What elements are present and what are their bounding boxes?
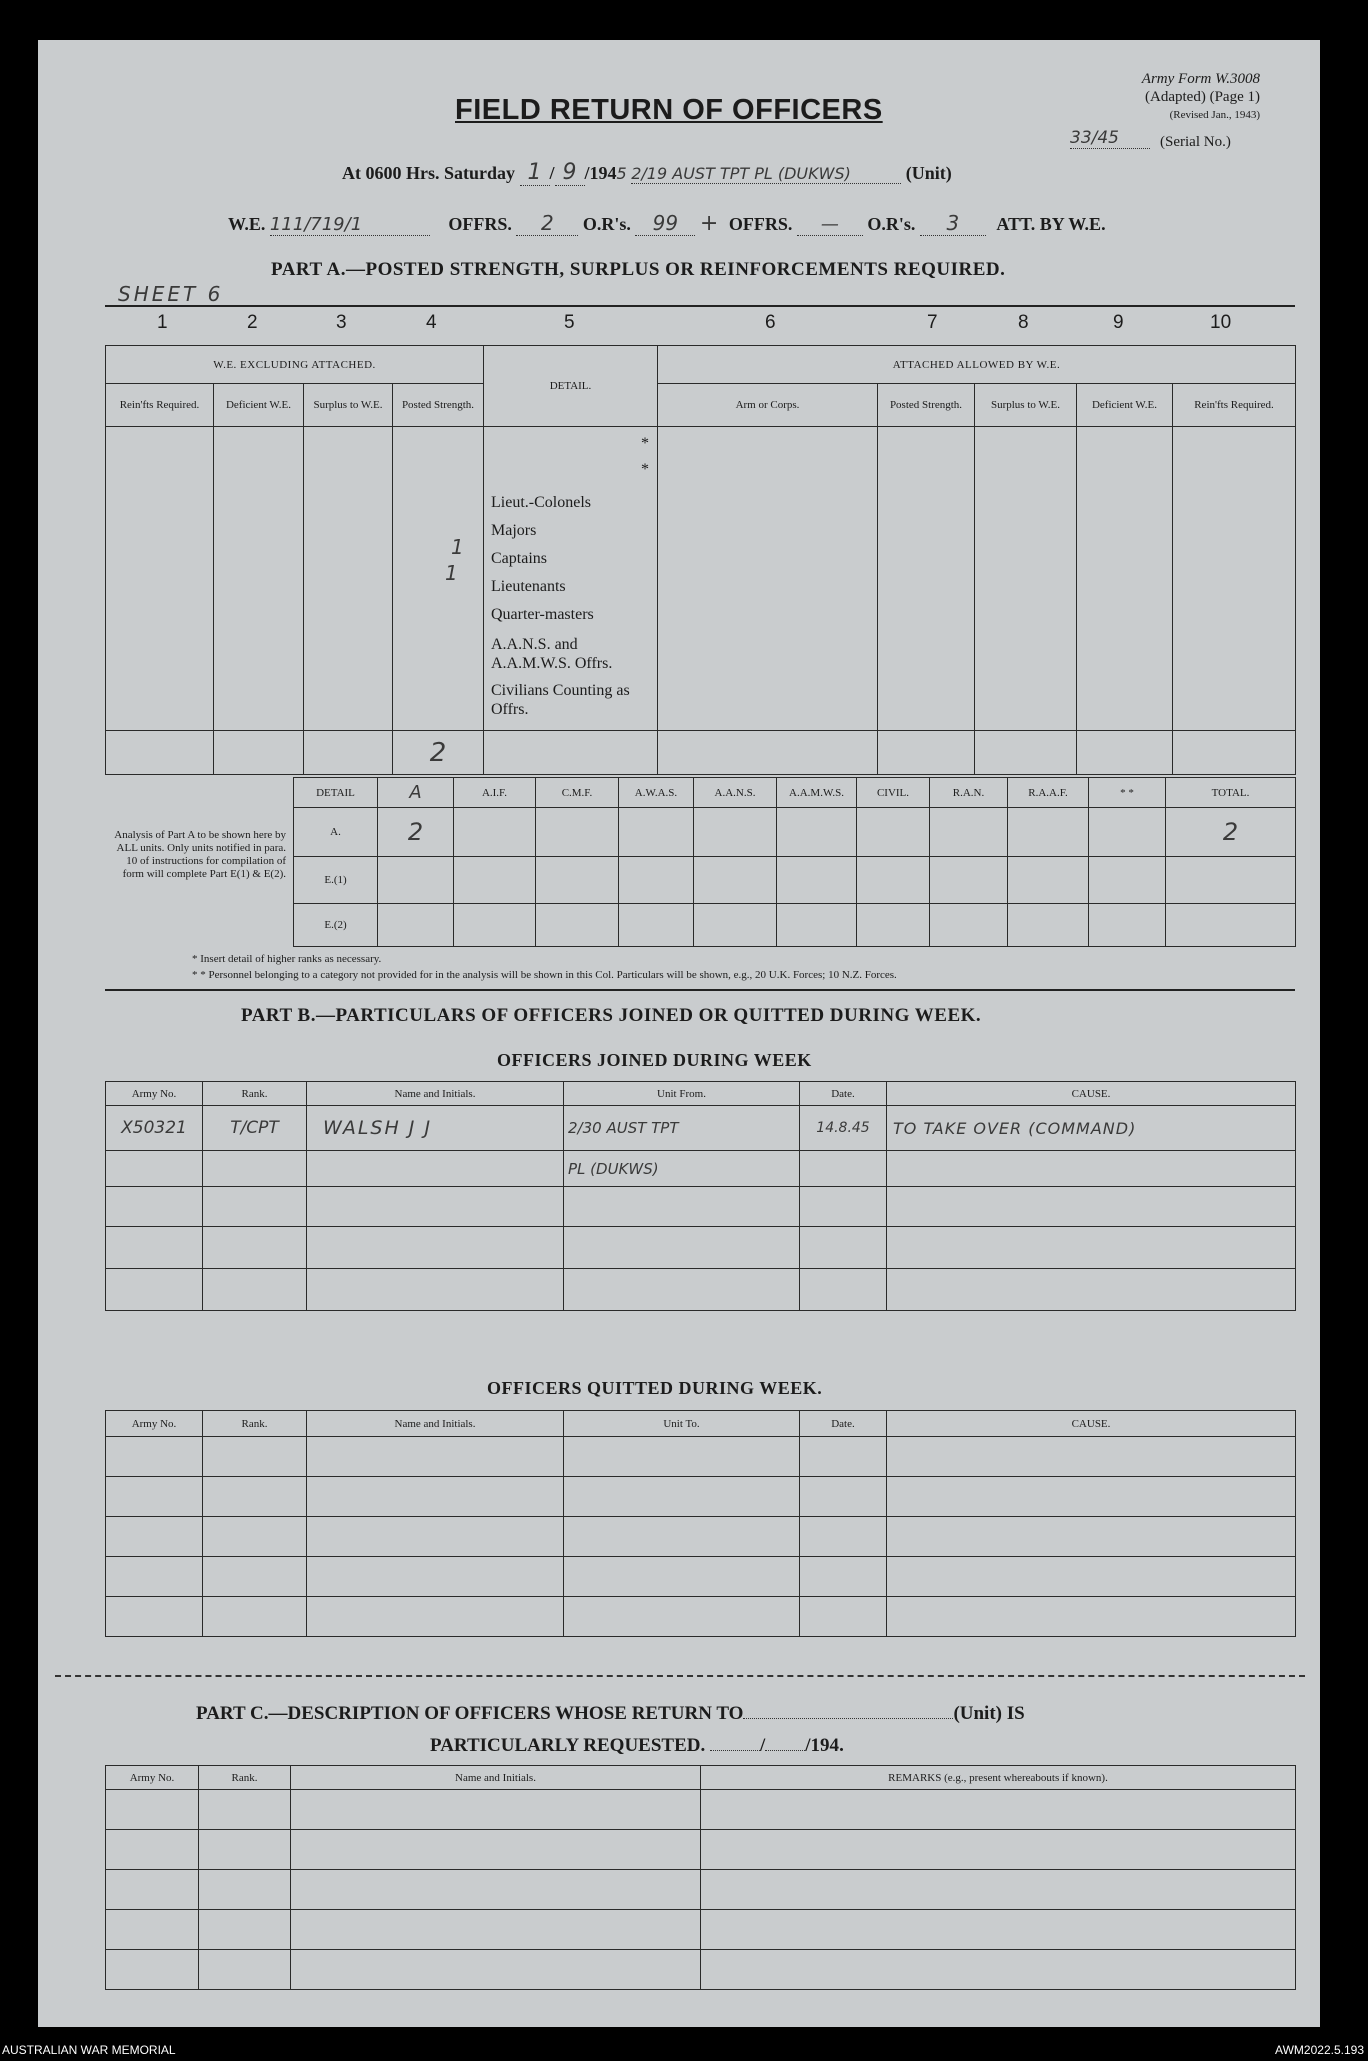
- cell: [701, 1950, 1296, 1990]
- col-num: 3: [336, 312, 347, 333]
- cell: [800, 1517, 887, 1557]
- analysis-header: A.A.N.S.: [694, 778, 777, 808]
- cell: [701, 1790, 1296, 1830]
- cell: [1008, 808, 1089, 857]
- rank-label: Quarter-masters: [491, 606, 594, 623]
- quitted-header: CAUSE.: [887, 1411, 1296, 1437]
- cell: [800, 1227, 887, 1269]
- cell: [800, 1597, 887, 1637]
- joined-title: OFFICERS JOINED DURING WEEK: [497, 1050, 812, 1070]
- serial-label: (Serial No.): [1160, 134, 1231, 150]
- cell: [106, 1477, 203, 1517]
- part-c-header: Name and Initials.: [291, 1766, 701, 1790]
- joined-header: CAUSE.: [887, 1082, 1296, 1106]
- cell: [800, 1151, 887, 1187]
- rank-label: A.A.N.S. and A.A.M.W.S. Offrs.: [491, 636, 613, 672]
- tear-line: [55, 1675, 1305, 1677]
- rank-label: Majors: [491, 522, 537, 539]
- we-value: 111/719/1: [270, 214, 430, 236]
- cell: [887, 1557, 1296, 1597]
- joined-date: 14.8.45: [800, 1106, 887, 1151]
- part-b-heading: PART B.—PARTICULARS OF OFFICERS JOINED OR QUITTED DURING WEEK.: [241, 1005, 982, 1026]
- cell: [658, 427, 878, 731]
- analysis-header: A: [378, 778, 454, 808]
- cell: [1173, 427, 1296, 731]
- cell: [930, 904, 1008, 947]
- cell: [307, 1151, 564, 1187]
- cell: [1173, 731, 1296, 775]
- rank-list-cell: [484, 427, 658, 731]
- cell: [887, 1187, 1296, 1227]
- cell: [203, 1597, 307, 1637]
- analysis-header: CIVIL.: [857, 778, 930, 808]
- lieutenants-posted: 1: [445, 561, 458, 585]
- cell: [307, 1557, 564, 1597]
- cell: [800, 1477, 887, 1517]
- serial-number: 33/45: [1070, 128, 1119, 148]
- analysis-header: R.A.A.F.: [1008, 778, 1089, 808]
- archive-name: AUSTRALIAN WAR MEMORIAL: [2, 2043, 176, 2057]
- cell: [658, 731, 878, 775]
- col-header: Surplus to W.E.: [304, 384, 393, 427]
- part-c-heading-a: PART C.—DESCRIPTION OF OFFICERS WHOSE RETURN TO: [196, 1703, 744, 1724]
- part-c-header: REMARKS (e.g., present whereabouts if known).: [701, 1766, 1296, 1790]
- cell: [199, 1910, 291, 1950]
- cell: [203, 1151, 307, 1187]
- cell: [1008, 857, 1089, 904]
- cell: [106, 1151, 203, 1187]
- cell: [619, 808, 694, 857]
- part-c-requested: PARTICULARLY REQUESTED.: [430, 1735, 706, 1756]
- column-numbers: [105, 312, 1295, 342]
- cell: [291, 1790, 701, 1830]
- cell: [975, 427, 1077, 731]
- analysis-a-value: 2: [378, 808, 454, 857]
- cell: [291, 1830, 701, 1870]
- cell: [203, 1437, 307, 1477]
- joined-cause: TO TAKE OVER (COMMAND): [887, 1106, 1296, 1151]
- cell: [454, 904, 536, 947]
- page-title: FIELD RETURN OF OFFICERS: [455, 94, 883, 126]
- serial-line: [1070, 148, 1150, 149]
- cell: [975, 731, 1077, 775]
- analysis-header: C.M.F.: [536, 778, 619, 808]
- cell: [307, 1597, 564, 1637]
- att-label: ATT. BY W.E.: [996, 214, 1106, 234]
- cell: [800, 1187, 887, 1227]
- cell: [1077, 731, 1173, 775]
- part-a-bottom-rule: [105, 989, 1295, 991]
- analysis-header: * *: [1089, 778, 1166, 808]
- joined-table: [105, 1081, 1296, 1311]
- col-header: Posted Strength.: [878, 384, 975, 427]
- attached-allowed-header: ATTACHED ALLOWED BY W.E.: [658, 346, 1296, 384]
- joined-header: Date.: [800, 1082, 887, 1106]
- cell: [564, 1187, 800, 1227]
- form-revised: (Revised Jan., 1943): [1169, 109, 1260, 121]
- analysis-table: [293, 777, 1296, 947]
- cell: [307, 1477, 564, 1517]
- rank-label: Lieut.-Colonels: [491, 494, 591, 511]
- plus-sign: +: [699, 211, 719, 236]
- cell: [203, 1227, 307, 1269]
- archive-footer: [0, 2031, 1368, 2061]
- analysis-row-label: A.: [294, 808, 378, 857]
- cell: [857, 857, 930, 904]
- cell: [777, 808, 857, 857]
- we-line: [228, 211, 1106, 236]
- col-header: Arm or Corps.: [658, 384, 878, 427]
- cell: [203, 1477, 307, 1517]
- cell: [1089, 904, 1166, 947]
- detail-header: DETAIL.: [484, 346, 658, 427]
- cell: [777, 857, 857, 904]
- cell: [106, 1830, 199, 1870]
- quitted-header: Rank.: [203, 1411, 307, 1437]
- joined-header: Army No.: [106, 1082, 203, 1106]
- joined-army-no: X50321: [106, 1106, 203, 1151]
- col-header: Rein'fts Required.: [1173, 384, 1296, 427]
- cell: [203, 1187, 307, 1227]
- quitted-header: Army No.: [106, 1411, 203, 1437]
- year-hand: 5: [616, 164, 627, 183]
- joined-rank: T/CPT: [203, 1106, 307, 1151]
- col-num: 9: [1113, 312, 1124, 333]
- cell: [564, 1227, 800, 1269]
- at-label: At 0600 Hrs. Saturday: [342, 163, 516, 183]
- offrs-label: OFFRS.: [448, 214, 512, 234]
- col-header: Rein'fts Required.: [106, 384, 214, 427]
- cell: [800, 1437, 887, 1477]
- cell: [199, 1790, 291, 1830]
- ors2-value: 3: [920, 211, 986, 236]
- cell: [307, 1517, 564, 1557]
- analysis-header: A.A.M.W.S.: [777, 778, 857, 808]
- sheet-number: SHEET 6: [118, 282, 224, 306]
- col-num: 2: [247, 312, 258, 333]
- cell: [930, 808, 1008, 857]
- quitted-header: Name and Initials.: [307, 1411, 564, 1437]
- star-mark: *: [641, 461, 649, 478]
- cell: [291, 1910, 701, 1950]
- joined-header: Unit From.: [564, 1082, 800, 1106]
- cell: [887, 1437, 1296, 1477]
- part-c-heading-b: (Unit) IS: [953, 1703, 1025, 1724]
- cell: [106, 1227, 203, 1269]
- analysis-header: TOTAL.: [1166, 778, 1296, 808]
- date-month: 9: [555, 160, 585, 186]
- cell: [536, 857, 619, 904]
- we-label: W.E.: [228, 214, 266, 234]
- cell: [564, 1597, 800, 1637]
- cell: [1077, 427, 1173, 731]
- joined-unit-from-1: 2/30 AUST TPT: [564, 1106, 800, 1151]
- joined-name: WALSH J J: [307, 1106, 564, 1151]
- year-printed: 194: [589, 163, 617, 183]
- part-c-year: /194: [805, 1735, 840, 1756]
- part-c-table: [105, 1765, 1296, 1990]
- cell: [454, 808, 536, 857]
- analysis-header: R.A.N.: [930, 778, 1008, 808]
- cell: [887, 1151, 1296, 1187]
- cell: [564, 1557, 800, 1597]
- cell: [857, 808, 930, 857]
- cell: [694, 808, 777, 857]
- unit-name: 2/19 AUST TPT PL (DUKWS): [631, 164, 901, 184]
- quitted-header: Unit To.: [564, 1411, 800, 1437]
- part-c-header: Army No.: [106, 1766, 199, 1790]
- cell: [701, 1910, 1296, 1950]
- form-number: Army Form W.3008: [1141, 71, 1260, 87]
- cell: [106, 1870, 199, 1910]
- cell: [106, 731, 214, 775]
- ors-value: 99: [635, 211, 695, 236]
- cell: [564, 1437, 800, 1477]
- cell: [106, 1557, 203, 1597]
- cell: [564, 1517, 800, 1557]
- form-adapted: (Adapted) (Page 1): [1145, 89, 1260, 105]
- star-mark: *: [641, 435, 649, 452]
- cell: [619, 857, 694, 904]
- cell: [106, 1790, 199, 1830]
- part-c-heading: [196, 1703, 1025, 1725]
- analysis-row-label: E.(2): [294, 904, 378, 947]
- ors-label: O.R's.: [582, 214, 631, 234]
- ors2-label: O.R's.: [867, 214, 916, 234]
- quitted-title: OFFICERS QUITTED DURING WEEK.: [487, 1378, 823, 1398]
- footnote-star: * Insert detail of higher ranks as necessary.: [192, 953, 382, 965]
- analysis-a-total: 2: [1166, 808, 1296, 857]
- cell: [106, 1597, 203, 1637]
- col-header: Deficient W.E.: [1077, 384, 1173, 427]
- cell: [106, 1269, 203, 1311]
- cell: [307, 1269, 564, 1311]
- analysis-header: A.W.A.S.: [619, 778, 694, 808]
- rank-label: Lieutenants: [491, 578, 566, 595]
- col-num: 8: [1018, 312, 1029, 333]
- cell: [214, 731, 304, 775]
- cell: [106, 1437, 203, 1477]
- we-excluding-header: W.E. EXCLUDING ATTACHED.: [106, 346, 484, 384]
- analysis-row-label: E.(1): [294, 857, 378, 904]
- cell: [307, 1437, 564, 1477]
- unit-label: (Unit): [905, 163, 952, 183]
- col-num: 5: [564, 312, 575, 333]
- cell: [203, 1269, 307, 1311]
- posted-strength-cell: [393, 427, 484, 731]
- cell: [619, 904, 694, 947]
- cell: [564, 1269, 800, 1311]
- cell: [203, 1557, 307, 1597]
- cell: [800, 1557, 887, 1597]
- cell: [304, 731, 393, 775]
- part-c-header: Rank.: [199, 1766, 291, 1790]
- cell: [701, 1870, 1296, 1910]
- offrs2-value: —: [797, 214, 863, 236]
- joined-header: Rank.: [203, 1082, 307, 1106]
- cell: [857, 904, 930, 947]
- rank-list: [491, 489, 656, 719]
- cell: [878, 427, 975, 731]
- col-num: 1: [157, 312, 168, 333]
- cell: [106, 1950, 199, 1990]
- footnote-double-star: * * Personnel belonging to a category not provided for in the analysis will be shown in this Col. Particulars will be shown, e.g., 20 U.K. Forces; 10 N.Z. Forces.: [192, 969, 897, 981]
- cell: [304, 427, 393, 731]
- col-num: 4: [426, 312, 437, 333]
- cell: [887, 1269, 1296, 1311]
- cell: [694, 857, 777, 904]
- cell: [564, 1477, 800, 1517]
- cell: [1166, 904, 1296, 947]
- cell: [106, 1910, 199, 1950]
- cell: [378, 857, 454, 904]
- analysis-note: Analysis of Part A to be shown here by ALL units. Only units notified in para. 10 of instructions for compilation of form will complete Part E(1) & E(2).: [114, 829, 286, 880]
- col-num: 7: [927, 312, 938, 333]
- analysis-header: A.I.F.: [454, 778, 536, 808]
- cell: [106, 427, 214, 731]
- col-num: 6: [765, 312, 776, 333]
- cell: [887, 1597, 1296, 1637]
- part-a-top-rule: [105, 305, 1295, 307]
- cell: [887, 1227, 1296, 1269]
- cell: [203, 1517, 307, 1557]
- joined-header: Name and Initials.: [307, 1082, 564, 1106]
- cell: [307, 1187, 564, 1227]
- cell: [536, 808, 619, 857]
- col-header: Posted Strength.: [393, 384, 484, 427]
- rank-label: Civilians Counting as Offrs.: [491, 682, 630, 718]
- captains-posted: 1: [451, 535, 464, 559]
- cell: [878, 731, 975, 775]
- quitted-table: [105, 1410, 1296, 1637]
- archive-id: AWM2022.5.193: [1275, 2043, 1364, 2057]
- cell: [930, 857, 1008, 904]
- part-a-heading: PART A.—POSTED STRENGTH, SURPLUS OR REINFORCEMENTS REQUIRED.: [271, 259, 1006, 280]
- col-header: Surplus to W.E.: [975, 384, 1077, 427]
- cell: [214, 427, 304, 731]
- cell: [1089, 857, 1166, 904]
- col-header: Deficient W.E.: [214, 384, 304, 427]
- form-identifier: [1060, 70, 1260, 124]
- cell: [536, 904, 619, 947]
- cell: [1166, 857, 1296, 904]
- offrs2-label: OFFRS.: [728, 214, 793, 234]
- cell: [199, 1830, 291, 1870]
- cell: [777, 904, 857, 947]
- cell: [106, 1187, 203, 1227]
- cell: [484, 731, 658, 775]
- rank-label: Captains: [491, 550, 547, 567]
- cell: [199, 1870, 291, 1910]
- col-num: 10: [1210, 312, 1232, 333]
- cell: [1008, 904, 1089, 947]
- cell: [701, 1830, 1296, 1870]
- cell: [307, 1227, 564, 1269]
- cell: [378, 904, 454, 947]
- quitted-header: Date.: [800, 1411, 887, 1437]
- cell: [800, 1269, 887, 1311]
- part-a-table: [105, 345, 1296, 775]
- cell: [454, 857, 536, 904]
- part-c-line2: PARTICULARLY REQUESTED. / /194.: [430, 1735, 844, 1756]
- cell: [887, 1477, 1296, 1517]
- cell: [291, 1950, 701, 1990]
- joined-unit-from-2: PL (DUKWS): [564, 1151, 800, 1187]
- date-line: At 0600 Hrs. Saturday 1 / 9 /1945 2/19 AUST TPT PL (DUKWS) (Unit): [342, 160, 952, 185]
- cell: [106, 1517, 203, 1557]
- offrs-value: 2: [516, 211, 578, 236]
- cell: [1089, 808, 1166, 857]
- date-day: 1: [520, 160, 550, 186]
- cell: [199, 1950, 291, 1990]
- cell: [887, 1517, 1296, 1557]
- total-posted: 2: [393, 731, 484, 775]
- cell: [291, 1870, 701, 1910]
- cell: [694, 904, 777, 947]
- analysis-header: DETAIL: [294, 778, 378, 808]
